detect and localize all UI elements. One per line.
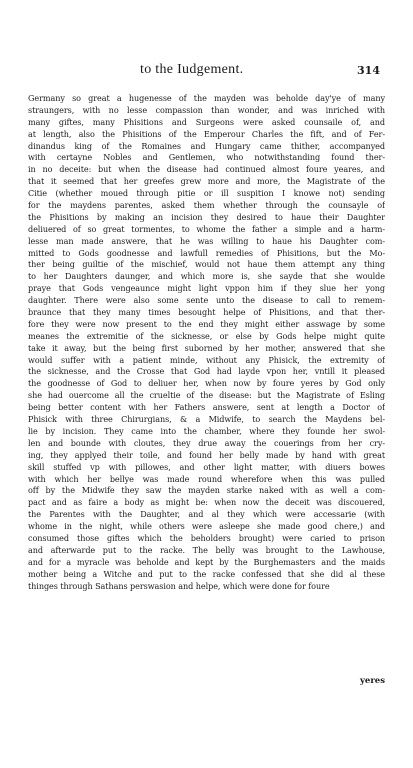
text-line: with certayne Nobles and Gentlemen, who notwithstanding found ther- xyxy=(28,152,385,163)
text-line: meanes the extremitie of the sicknesse, or else by Gods helpe might quite xyxy=(28,330,385,341)
text-line: and for a myracle was beholde and kept by the Burghemasters and the maids xyxy=(28,556,385,567)
text-line: ther being guiltie of the mischief, would not haue them attempt any thing xyxy=(28,259,385,270)
text-line: Germany so great a hugenesse of the mayden was beholde day'ye of many xyxy=(28,93,385,103)
text-line: Citie (whether moued through pitie or ill suspition I knowe not) sending xyxy=(28,188,385,199)
text-line: consumed those giftes which the beholders brought) were caried to prison xyxy=(28,532,385,543)
text-line: deliuered of so great tormentes, to whome the father a simple and a harm- xyxy=(28,223,385,234)
text-line: the goodnesse of God to deliuer her, when now by foure yeres by God only xyxy=(28,378,385,389)
text-line: take it away, but the being first suborned by her mother, answered that she xyxy=(28,342,385,353)
text-line: at length, also the Phisitions of the Emperour Charles the fift, and of Fer- xyxy=(28,128,385,139)
text-line: for the maydens parentes, asked them whether through the counsayle of xyxy=(28,200,385,211)
text-line: praye that Gods vengeaunce might light vppon him if they slue her yong xyxy=(28,283,385,294)
text-line: in no deceite: but when the disease had continued almost foure yeares, and xyxy=(28,164,385,175)
text-line: braunce that they many times besought helpe of Phisitions, and that ther- xyxy=(28,307,385,318)
text-line: many giftes, many Phisitions and Surgeons were asked counsaile of, and xyxy=(28,116,385,127)
text-line: lesse man made answere, that he was willing to haue his Daughter com- xyxy=(28,235,385,246)
text-line: to her Daughters daunger, and which more is, she sayde that she woulde xyxy=(28,271,385,282)
text-line: whome in the night, while others were asleepe she made good chere,) and xyxy=(28,521,385,532)
page-header xyxy=(140,62,380,82)
text-line: straungers, with no lesse compassion than wonder, and was inriched with xyxy=(28,104,385,115)
text-line: fore they were now present to the end they might either asswage by some xyxy=(28,318,385,329)
running-title: to the Iudgement. xyxy=(140,62,244,77)
text-line: would suffer with a patient minde, without any Phisick, the extremity of xyxy=(28,354,385,365)
text-line: the Parentes with the Daughter, and al they which were accessarie (with xyxy=(28,509,385,520)
text-line: ing, they applyed their toile, and found her belly made by hand with great xyxy=(28,449,385,460)
text-line: and afterwarde put to the racke. The belly was brought to the Lawhouse, xyxy=(28,544,385,555)
text-line: off by the Midwife they saw the mayden starke naked with as well a com- xyxy=(28,485,385,496)
text-line: the sicknesse, and the Crosse that God had layde vpon her, vntill it pleased xyxy=(28,366,385,377)
text-line: she had ouercome all the crueltie of the disease: but the Magistrate of Esling xyxy=(28,390,385,401)
text-line: mother being a Witche and put to the racke confessed that she did al these xyxy=(28,568,385,579)
text-line: skill stuffed vp with pillowes, and other light matter, with diuers bowes xyxy=(28,461,385,472)
text-line: that it seemed that her greefes grew more and more, the Magistrate of the xyxy=(28,176,385,187)
page-number: 314 xyxy=(357,64,380,77)
text-line: len and bounde with cloutes, they drue away the couerings from her cry- xyxy=(28,437,385,448)
text-line: with which her bellye was made round wherefore when this was pulled xyxy=(28,473,385,484)
text-line: Phisick with three Chirurgians, & a Midwife, to search the Maydens bel- xyxy=(28,414,385,425)
text-line: thinges through Sathans perswasion and helpe, which were done for foure xyxy=(28,580,330,591)
text-line: daughter. There were also some sente unto the disease to call to remem- xyxy=(28,295,385,306)
text-line: being better content with her Fathers answere, sent at length a Doctor of xyxy=(28,402,385,413)
body-text xyxy=(28,93,385,592)
catchword: yeres xyxy=(359,676,385,686)
text-line: mitted to Gods goodnesse and lawfull remedies of Phisitions, but the Mo- xyxy=(28,247,385,258)
text-line: pact and as faire a body as might be: when now the deceit was discouered, xyxy=(28,497,385,508)
text-line: dinandus king of the Romaines and Hungary came thither, accompanyed xyxy=(28,140,385,151)
text-line: lie by incision. They came into the chamber, where they founde her swol- xyxy=(28,425,385,436)
text-line: the Phisitions by making an incision they desired to haue their Daughter xyxy=(28,211,385,222)
